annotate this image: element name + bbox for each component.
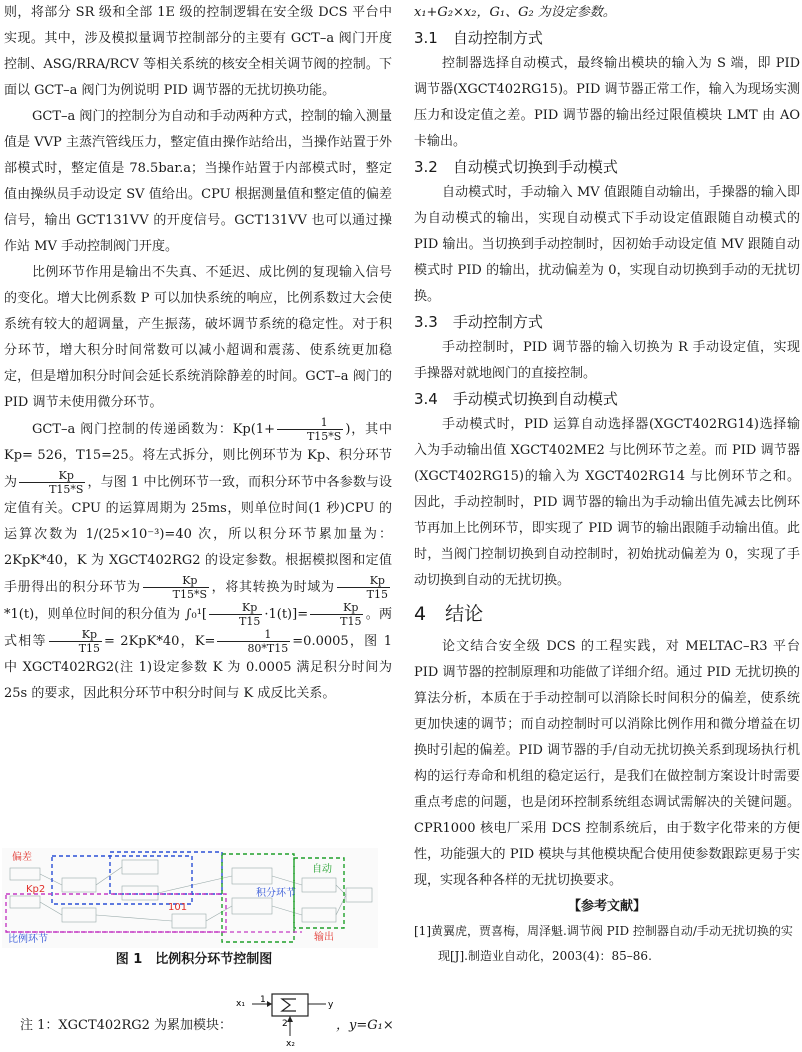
equation-continuation: x₁+G₂×x₂，G₁、G₂ 为设定参数。 <box>414 5 616 20</box>
heading-3-2: 3.2 自动模式切换到手动模式 <box>414 158 618 176</box>
figure-pi-control-diagram <box>2 848 378 948</box>
fig-label-deviation: 偏差 <box>12 852 32 863</box>
fraction: $\frac{1}{80*T15}$ <box>217 628 290 655</box>
paragraph-3-4: 手动模式时，PID 运算自动选择器(XGCT402RG14)选择输入为手动输出值 XGCT402ME2 与比例环节之差。而 PID 调节器(XGCT402RG15)的输入为 XGCT402RG14 与比例环节之和。因此，手动控制时，PID 调节器的输出为手动输出值先减去比例环节再加上比例环节，即实现了 PID 调节的输出跟随手动输出值。此时，当阀门控制切换到自动控制时，初始扰动偏差为 0，实现了手动切换到自动的无扰切换。 <box>414 417 800 588</box>
text-segment: =0.0005，图 1 中 XGCT402RG2(注 1)设定参数 K 为 0.0005 满足积分时间为 25s 的要求，因此积分环节中积分时间与 K 成反比关系。 <box>4 634 392 701</box>
fig-label-proportional: 比例环节 <box>8 934 48 945</box>
fraction: $\frac{Kp}{T15}$ <box>310 601 363 628</box>
figure-caption: 图 1 比例积分环节控制图 <box>115 952 273 967</box>
fig-label-mid: 101 <box>168 902 188 913</box>
paragraph-conclusion: 论文结合安全级 DCS 的工程实践，对 MELTAC–R3 平台 PID 调节器的控制原理和功能做了详细介绍。通过 PID 无扰切换的算法分析，本质在于手动控制可以消除长时间积分的偏差，使系统更加快速的调节；而自动控制时可以消除比例作用和微分增益在切换时引起的偏差。PID 调节器的手/自动无扰切换关系到现场执行机构的运行寿命和机组的稳定运行，是我们在做控制方案设计时需要重点考虑的问题，也是闭环控制系统组态调试需解决的关键问题。CPR1000 核电厂采用 DCS 控制系统后，由于数字化带来的方便性，功能强大的 PID 模块与其他模块配合使用使参数跟踪更易于实现，实现各种各样的无扰切换要求。 <box>414 639 801 888</box>
heading-3-3: 3.3 手动控制方式 <box>414 313 543 331</box>
paragraph-intro: 则，将部分 SR 级和全部 1E 级的控制逻辑在安全级 DCS 平台中实现。其中，涉及模拟量调节控制部分的主要有 GCT–a 阀门开度控制、ASG/RRA/RCV 等相关系统的核安全相关调节阀的控制。下面以 GCT–a 阀门为例说明 PID 调节器的无扰切换功能。 <box>4 5 392 98</box>
text-segment: GCT–a 阀门控制的传递函数为：Kp(1+ <box>32 422 275 437</box>
fig-label-kp: Kp2 <box>26 884 46 895</box>
heading-4-conclusion: 4 结论 <box>414 603 484 625</box>
figure-note: 注 1：XGCT402RG2 为累加模块： <box>20 1018 233 1033</box>
module-x1: x₁ <box>236 999 245 1009</box>
fraction: $\frac{Kp}{T15}$ <box>337 574 390 601</box>
fraction: $\frac{Kp}{T15}$ <box>49 628 102 655</box>
module-y: y <box>328 1000 334 1010</box>
text-segment: *1(t)，则单位时间的积分值为 ∫₀¹[ <box>4 607 208 622</box>
references-title: 【参考文献】 <box>567 899 646 914</box>
paragraph-3-1: 控制器选择自动模式，最终输出模块的输入为 S 端，即 PID 调节器(XGCT402RG15)。PID 调节器正常工作，输入为现场实测压力和设定值之差。PID 调节器的输出经过限值模块 LMT 由 AO 卡输出。 <box>414 56 800 149</box>
text-segment: )，其中 Kp= 526，T15=25。将左式拆分，则比例环节为 Kp、积分环节为 <box>4 422 392 490</box>
fig-label-auto: 自动 <box>312 864 332 875</box>
paragraph-transfer-function <box>4 416 392 707</box>
fraction: $\frac{Kp}{T15}$ <box>209 601 262 628</box>
text-segment: = 2KpK*40，K= <box>104 634 216 649</box>
fig-label-output: 输出 <box>314 932 334 943</box>
text-segment: ，将其转换为时域为 <box>211 580 335 595</box>
fraction: $\frac{1}{T15*S}$ <box>277 416 343 443</box>
fig-label-integral: 积分环节 <box>256 888 296 899</box>
text-segment: ，与图 1 中比例环节一致，而积分环节中各参数与设定值有关。CPU 的运算周期为 25ms，则单位时间(1 秒)CPU 的运算次数为 1/(25×10⁻³)=40 次，所以积分环节累加量为：2KpK*40，K 为 XGCT402RG2 的设定参数。根据模拟图和定值手册得出的积分环节为 <box>4 475 392 595</box>
module-x2: x₂ <box>286 1039 295 1048</box>
figure-note-equation: ，y=G₁× <box>336 1018 394 1033</box>
left-column <box>4 0 392 707</box>
module-g2: 2 <box>282 1019 288 1029</box>
reference-1: [1]黄翼虎，贾喜梅，周泽魁.调节阀 PID 控制器自动/手动无扰切换的实现[J].制造业自动化，2003(4)：85–86. <box>414 924 793 963</box>
module-g1: 1 <box>260 995 266 1005</box>
paragraph-gct-control: GCT–a 阀门的控制分为自动和手动两种方式，控制的输入测量值是 VVP 主蒸汽管线压力，整定值由操作站给出，当操作站置于外部模式时，整定值是 78.5bar.a；当操作站置于内部模式时，整定值由操纵员手动设定 SV 值给出。CPU 根据测量值和整定值的偏差信号，输出 GCT131VV 的开度信号。GCT131VV 也可以通过操作站 MV 手动控制阀门开度。 <box>4 109 392 254</box>
heading-3-4: 3.4 手动模式切换到自动模式 <box>414 390 618 408</box>
text-segment: ·1(t)]= <box>264 607 309 622</box>
fraction: $\frac{Kp}{T15*S}$ <box>19 469 85 496</box>
paragraph-proportional: 比例环节作用是输出不失真、不延迟、成比例的复现输入信号的变化。增大比例系数 P 可以加快系统的响应，比例系数过大会使系统有较大的超调量，产生振荡，破坏调节系统的稳定性。对于积分环节，增大积分时间常数可以减小超调和震荡、使系统更加稳定，但是增加积分时间会延长系统消除静差的时间。GCT–a 阀门的 PID 调节未使用微分环节。 <box>4 265 392 410</box>
text-segment: 。两式相等 <box>4 607 392 649</box>
accumulator-module-diagram <box>232 988 336 1048</box>
paragraph-3-2: 自动模式时，手动输入 MV 值跟随自动输出，手操器的输入即为自动模式的输出，实现自动模式下手动设定值跟随自动模式的 PID 输出。当切换到手动控制时，因初始手动设定值 MV 跟随自动模式时 PID 的输出，扰动偏差为 0，实现自动切换到手动的无扰切换。 <box>414 185 800 304</box>
paragraph-3-3: 手动控制时，PID 调节器的输入切换为 R 手动设定值，实现手操器对就地阀门的直接控制。 <box>414 340 800 381</box>
fraction: $\frac{Kp}{T15*S}$ <box>143 574 209 601</box>
right-column <box>414 0 800 969</box>
heading-3-1: 3.1 自动控制方式 <box>414 29 543 47</box>
